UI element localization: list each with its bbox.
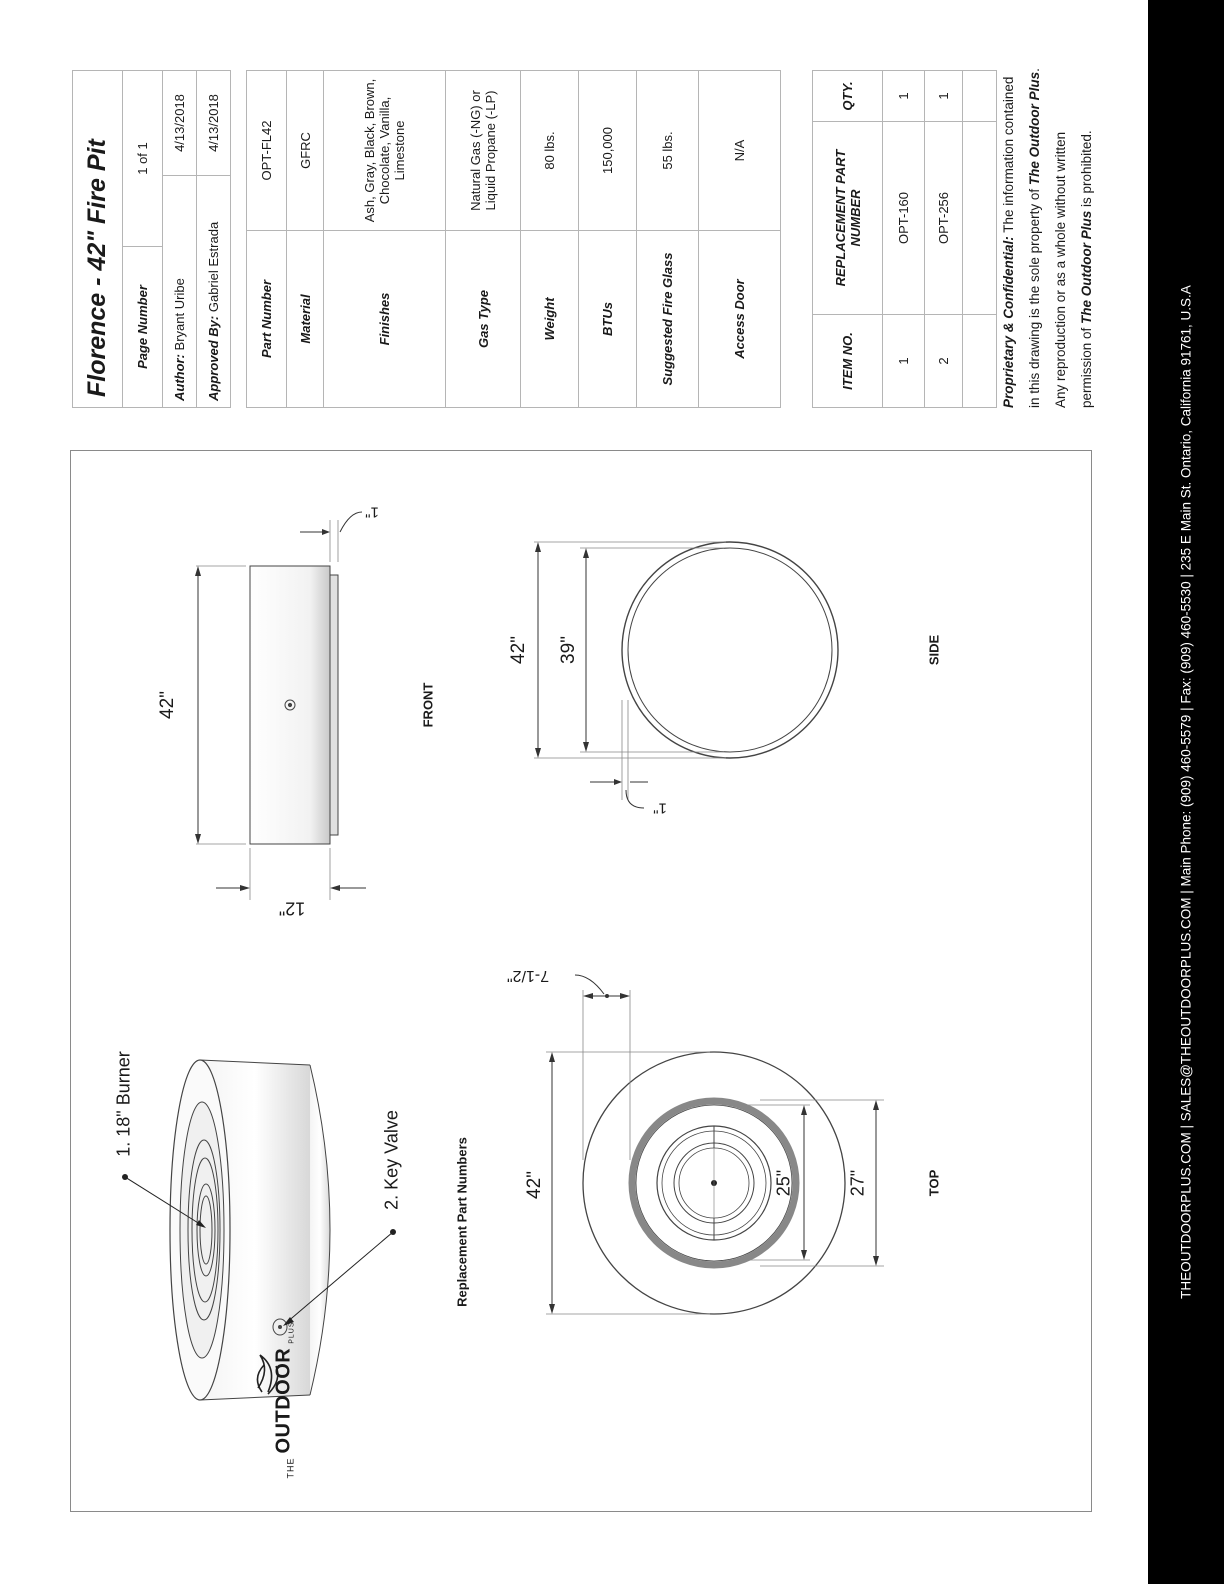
parts-item-no: 1	[883, 315, 925, 408]
approved-cell	[197, 176, 231, 408]
spec-label: Part Number	[247, 231, 287, 408]
parts-header-item: ITEM NO.	[813, 315, 883, 408]
drawing-title: Florence - 42" Fire Pit	[73, 71, 123, 408]
confidential-notice	[996, 68, 1100, 408]
author-label: Author:	[172, 354, 187, 401]
author-name: Bryant Uribe	[172, 278, 187, 351]
table-row	[963, 71, 997, 408]
parts-item-no: 2	[925, 315, 963, 408]
side-view	[534, 542, 838, 808]
confidential-text-2: . Any reproduction or as a whole without written permission of	[1027, 68, 1094, 408]
specs-table	[246, 70, 781, 408]
top-offset-dim: 7-1/2"	[506, 967, 550, 984]
logo-outdoor: OUTDOOR	[272, 1347, 295, 1454]
spec-value: 150,000	[579, 71, 637, 231]
side-inner-dim: 39"	[558, 636, 579, 664]
side-view-label: SIDE	[926, 634, 942, 666]
logo-plus: PLUS	[288, 1321, 296, 1344]
confidential-text-1: The information contained in this drawing is the sole property of	[1001, 76, 1042, 408]
table-row	[883, 71, 925, 408]
approved-name: Gabriel Estrada	[206, 221, 221, 313]
front-view-label: FRONT	[420, 682, 436, 728]
parts-header-part: REPLACEMENT PART NUMBER	[813, 122, 883, 315]
approved-label: Approved By:	[206, 315, 221, 401]
confidential-text-3: is prohibited.	[1079, 130, 1094, 211]
confidential-lead: Proprietary & Confidential:	[1001, 236, 1016, 408]
spec-value: 80 lbs.	[521, 71, 579, 231]
footer-contact: THEOUTDOORPLUS.COM | SALES@THEOUTDOORPLUS.COM | Main Phone: (909) 460-5579 | Fax: (909) 460-5530 | 235 E Main St. Ontario, California 91761, U.S.A	[1178, 285, 1194, 1299]
burner-callout: 1. 18" Burner	[113, 1051, 134, 1157]
spec-label: Access Door	[699, 231, 781, 408]
parts-qty: 1	[925, 71, 963, 122]
author-cell	[163, 176, 197, 408]
spec-value: GFRC	[287, 71, 324, 231]
front-height-dim: 12"	[278, 898, 306, 919]
front-width-dim: 42"	[157, 691, 178, 719]
parts-part-number: OPT-160	[883, 122, 925, 315]
top-view-label: TOP	[926, 1169, 942, 1197]
confidential-company-2: The Outdoor Plus	[1079, 210, 1094, 324]
replacement-heading: Replacement Part Numbers	[454, 1137, 470, 1307]
title-block	[72, 70, 231, 408]
top-inner-dim-25: 25"	[773, 1169, 794, 1197]
front-view	[195, 512, 366, 900]
spec-label: BTUs	[579, 231, 637, 408]
parts-header-qty: QTY.	[813, 71, 883, 122]
spec-label: Weight	[521, 231, 579, 408]
spec-value: N/A	[699, 71, 781, 231]
page-number-value: 1 of 1	[123, 71, 163, 247]
isometric-view	[122, 1060, 396, 1400]
side-outer-dim: 42"	[508, 636, 529, 664]
approved-date: 4/13/2018	[197, 71, 231, 176]
parts-table	[812, 70, 997, 408]
spec-value: Ash, Gray, Black, Brown, Chocolate, Vanilla, Limestone	[324, 71, 446, 231]
top-outer-dim: 42"	[524, 1171, 545, 1199]
spec-label: Gas Type	[446, 231, 521, 408]
confidential-company-1: The Outdoor Plus	[1027, 71, 1042, 186]
front-lip-dim: 1"	[365, 503, 379, 521]
spec-value: 55 lbs.	[637, 71, 699, 231]
logo-the: THE	[285, 1457, 296, 1479]
spec-label: Finishes	[324, 231, 446, 408]
table-row	[925, 71, 963, 408]
side-lip-dim: 1"	[653, 799, 667, 817]
spec-label: Material	[287, 231, 324, 408]
footer-bar	[1148, 0, 1224, 1584]
top-inner-dim-27: 27"	[847, 1169, 868, 1197]
spec-label: Suggested Fire Glass	[637, 231, 699, 408]
author-date: 4/13/2018	[163, 71, 197, 176]
spec-value: OPT-FL42	[247, 71, 287, 231]
spec-value: Natural Gas (-NG) or Liquid Propane (-LP)	[446, 71, 521, 231]
top-view	[546, 975, 884, 1314]
valve-callout: 2. Key Valve	[381, 1110, 402, 1210]
parts-qty: 1	[883, 71, 925, 122]
parts-part-number: OPT-256	[925, 122, 963, 315]
page-number-label: Page Number	[123, 247, 163, 408]
company-logo	[273, 1321, 296, 1478]
